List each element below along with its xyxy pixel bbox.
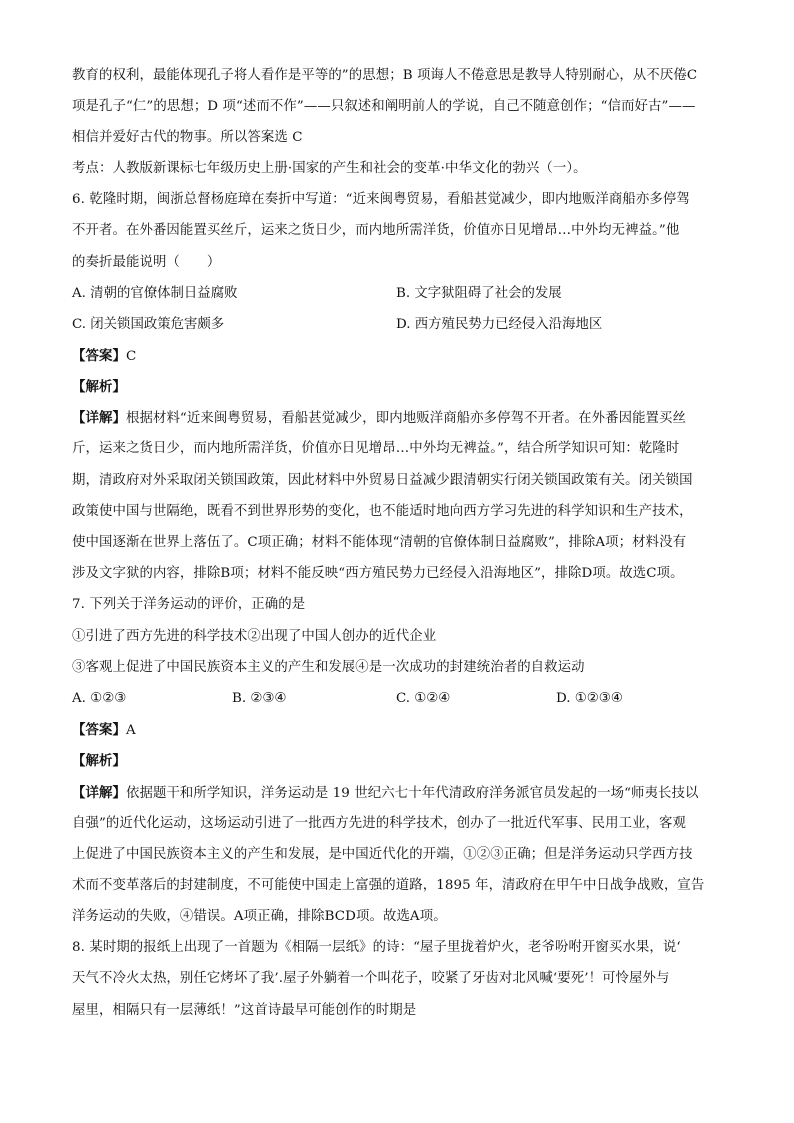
q7-detail [72,783,699,804]
q7-detail-line: 自强”的近代化运动，这场运动引进了一批西方先进的科学技术，创办了一批近代军事、民用工业，客观 [72,816,687,831]
answer-label: 【答案】 [72,348,126,364]
q7-option-c: C. ①②④ [396,691,451,706]
q6-detail-line: 斤，运来之货日少，而内地所需洋货，价值亦日见增昂…中外均无裨益。”，结合所学知识可知：乾隆时 [72,441,680,456]
detail-text: 依据题干和所学知识，洋务运动是 19 世纪六七十年代清政府洋务派官员发起的一场“师夷长技以 [125,786,699,801]
q8-stem: 8. 某时期的报纸上出现了一首题为《相隔一层纸》的诗：“屋子里拢着炉火，老爷吩咐开窗买水果，说‘ [72,940,681,955]
q7-option-b: B. ②③④ [232,691,287,706]
source-note: 考点：人教版新课标七年级历史上册·国家的产生和社会的变革·中华文化的勃兴（一）。 [72,161,587,176]
detail-text: 根据材料“近来闽粤贸易，看船甚觉减少，即内地贩洋商船亦多停驾不开者。在外番因能置买丝 [125,411,687,426]
q6-stem: 6. 乾隆时期，闽浙总督杨庭璋在奏折中写道：“近来闽粤贸易，看船甚觉减少，即内地贩洋商船亦多停驾 [72,192,690,207]
q6-option-c: C. 闭关锁国政策危害颇多 [72,317,225,332]
q6-answer [72,346,136,367]
q6-analysis-label: 【解析】 [72,379,126,395]
q6-detail [72,408,686,429]
answer-value: C [125,349,137,364]
q8-stem: 天气不冷火太热，别任它烤坏了我’.屋子外躺着一个叫花子，咬紧了牙齿对北风喊‘要死’！可怜屋外与 [72,971,670,986]
q7-detail-line: 术而不变革落后的封建制度，不可能使中国走上富强的道路，1895 年，清政府在甲午中日战争战败，宣告 [72,878,705,893]
q6-detail-line: 使中国逐渐在世界上落伍了。C项正确；材料不能体现“清朝的官僚体制日益腐败”，排除A项；材料没有 [72,535,687,550]
text-line: 项是孔子“仁”的思想；D 项“述而不作”——只叙述和阐明前人的学说，自己不随意创作；“信而好古”—— [72,99,696,114]
q6-stem: 的奏折最能说明（ ） [72,255,221,270]
answer-value: A [125,723,136,738]
q7-answer [72,720,136,741]
q7-stem: 7. 下列关于洋务运动的评价，正确的是 [72,597,306,612]
text-line: 教育的权利，最能体现孔子将人看作是平等的”的思想；B 项诲人不倦意思是教导人特别耐心，从不厌倦C [72,68,698,83]
q7-analysis-label: 【解析】 [72,753,126,769]
q6-detail-line: 涉及文字狱的内容，排除B项；材料不能反映“西方殖民势力已经侵入沿海地区”，排除D项。故选C项。 [72,566,684,581]
detail-label: 【详解】 [72,785,126,801]
q7-detail-line: 洋务运动的失败，④错误。A项正确，排除BCD项。故选A项。 [72,909,447,924]
q7-option-a: A. ①②③ [72,691,127,706]
q6-detail-line: 政策使中国与世隔绝，既看不到世界形势的变化，也不能适时地向西方学习先进的科学知识和生产技术， [72,504,693,519]
answer-label: 【答案】 [72,722,126,738]
q6-detail-line: 期，清政府对外采取闭关锁国政策，因此材料中外贸易日益减少跟清朝实行闭关锁国政策有关。闭关锁国 [72,473,693,488]
q7-stem: ③客观上促进了中国民族资本主义的产生和发展④是一次成功的封建统治者的自救运动 [72,660,585,675]
detail-label: 【详解】 [72,410,126,426]
q8-stem: 屋里，相隔只有一层薄纸！”这首诗最早可能创作的时期是 [72,1003,417,1018]
q6-option-a: A. 清朝的官僚体制日益腐败 [72,286,238,301]
q7-option-d: D. ①②③④ [556,691,623,706]
q7-detail-line: 上促进了中国民族资本主义的产生和发展，是中国近代化的开端，①②③正确；但是洋务运动只学西方技 [72,847,693,862]
q6-option-b: B. 文字狱阻碍了社会的发展 [396,286,562,301]
text-line: 相信并爱好古代的物事。所以答案选 C [72,130,303,145]
q7-stem: ①引进了西方先进的科学技术②出现了中国人创办的近代企业 [72,629,437,644]
q6-option-d: D. 西方殖民势力已经侵入沿海地区 [396,317,603,332]
q6-stem: 不开者。在外番因能置买丝斤，运来之货日少，而内地所需洋货，价值亦日见增昂…中外均无裨益。”他 [72,223,680,238]
